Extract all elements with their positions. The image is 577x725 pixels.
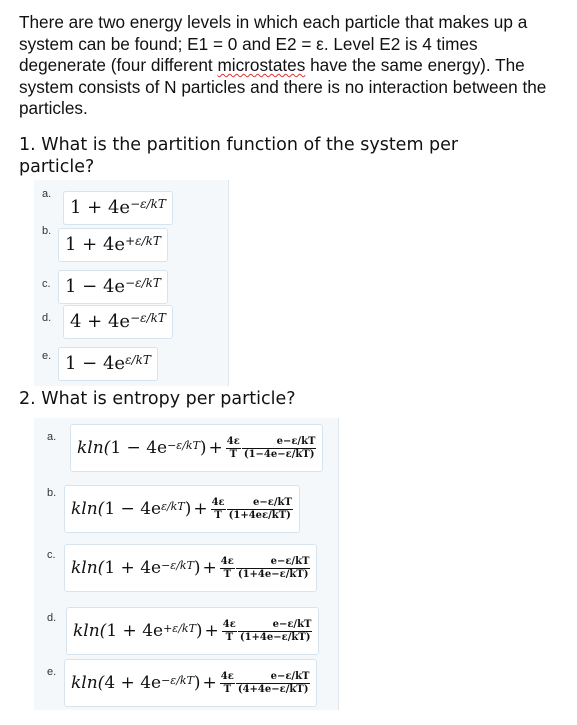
fraction-1-denominator: T (223, 683, 232, 695)
fraction-2-numerator: e−ε/kT (242, 436, 317, 449)
problem-statement (19, 12, 567, 120)
fraction-1 (211, 497, 226, 522)
q1-option-e[interactable] (58, 347, 158, 381)
q1-option-a-exp: −ε/kT (130, 197, 166, 211)
fraction-1 (222, 619, 237, 644)
q1-option-b[interactable] (58, 228, 168, 262)
fraction-2-numerator: e−ε/kT (236, 556, 311, 569)
statement-part2: have the same energy). The system consists of N particles and there is no interaction between the particles. (19, 55, 547, 118)
plus-sign: + (202, 673, 217, 693)
fraction-1 (220, 556, 235, 581)
close-paren: ) (193, 558, 201, 578)
option-letter: d. (42, 312, 52, 324)
plus-sign: + (208, 438, 223, 458)
inner-text: 1 − 4e (104, 499, 162, 519)
close-paren: ) (199, 438, 207, 458)
q1-option-c-exp: −ε/kT (125, 276, 161, 290)
fraction-2 (237, 556, 310, 581)
q1-option-e-exp: ε/kT (125, 353, 151, 367)
option-letter: e. (47, 666, 57, 678)
exponent: ε/kT (161, 499, 185, 513)
fraction-2 (243, 436, 316, 461)
kln-text: kln( (77, 438, 111, 458)
spellcheck-word: microstates (217, 55, 306, 75)
q1-option-b-exp: +ε/kT (125, 234, 161, 248)
q1-option-b-base: 1 + 4e (65, 234, 126, 255)
q2-option-d[interactable] (66, 607, 319, 655)
option-letter: c. (47, 549, 56, 561)
fraction-2-denominator: (4+4e−ε/kT) (237, 683, 309, 695)
fraction-1-numerator: 4ε (226, 435, 240, 447)
statement-part1: There are two energy levels in which each particle that makes up a system can be found; E1 = 0 and E2 = ε. Level E2 is 4 times degenerate (four different (19, 12, 528, 75)
fraction-2 (237, 671, 310, 696)
inner-text: 4 + 4e (104, 673, 162, 693)
option-letter: e. (42, 350, 52, 362)
fraction-1-numerator: 4ε (220, 670, 234, 682)
plus-sign: + (204, 621, 219, 641)
option-letter: b. (47, 487, 57, 499)
close-paren: ) (184, 499, 192, 519)
fraction-1-numerator: 4ε (222, 618, 236, 630)
question-2-title: 2. What is entropy per particle? (19, 389, 296, 409)
fraction-2-denominator: (1+4e−ε/kT) (237, 568, 309, 580)
q2-option-a[interactable] (70, 424, 323, 472)
close-paren: ) (193, 673, 201, 693)
exponent: +ε/kT (163, 621, 196, 635)
inner-text: 1 + 4e (104, 558, 162, 578)
kln-text: kln( (71, 499, 105, 519)
q1-option-d-exp: −ε/kT (130, 311, 166, 325)
fraction-2 (228, 497, 292, 522)
kln-text: kln( (71, 558, 105, 578)
exponent: −ε/kT (161, 558, 194, 572)
fraction-1-numerator: 4ε (220, 555, 234, 567)
plus-sign: + (202, 558, 217, 578)
fraction-2-numerator: e−ε/kT (238, 619, 313, 632)
q1-option-d[interactable] (63, 305, 173, 339)
fraction-2-numerator: e−ε/kT (227, 497, 293, 510)
fraction-2-numerator: e−ε/kT (236, 671, 311, 684)
q2-option-e[interactable] (64, 659, 317, 707)
q1-option-a-base: 1 + 4e (70, 197, 131, 218)
q1-option-c[interactable] (58, 270, 168, 304)
q1-option-d-base: 4 + 4e (70, 311, 131, 332)
option-letter: b. (42, 225, 52, 237)
q2-option-c[interactable] (64, 544, 317, 592)
fraction-2-denominator: (1−4e−ε/kT) (243, 448, 315, 460)
q1-option-a[interactable] (63, 191, 173, 225)
fraction-1 (226, 436, 241, 461)
q1-option-e-base: 1 − 4e (65, 353, 126, 374)
option-letter: a. (47, 431, 57, 443)
inner-text: 1 − 4e (110, 438, 168, 458)
plus-sign: + (193, 499, 208, 519)
fraction-2 (239, 619, 312, 644)
question-1-title: 1. What is the partition function of the system per particle? (19, 135, 459, 177)
option-letter: c. (42, 278, 51, 290)
fraction-1-denominator: T (229, 448, 238, 460)
fraction-2-denominator: (1+4eε/kT) (228, 509, 291, 521)
fraction-1 (220, 671, 235, 696)
q2-option-b[interactable] (64, 485, 300, 533)
exponent: −ε/kT (167, 438, 200, 452)
inner-text: 1 + 4e (106, 621, 164, 641)
fraction-1-denominator: T (214, 509, 222, 521)
kln-text: kln( (73, 621, 107, 641)
fraction-2-denominator: (1+4e−ε/kT) (239, 631, 311, 643)
option-letter: d. (47, 612, 57, 624)
fraction-1-denominator: T (223, 568, 232, 580)
exponent: −ε/kT (161, 673, 194, 687)
kln-text: kln( (71, 673, 105, 693)
close-paren: ) (195, 621, 203, 641)
q1-option-c-base: 1 − 4e (65, 276, 126, 297)
option-letter: a. (42, 188, 52, 200)
fraction-1-numerator: 4ε (211, 496, 225, 508)
fraction-1-denominator: T (225, 631, 234, 643)
